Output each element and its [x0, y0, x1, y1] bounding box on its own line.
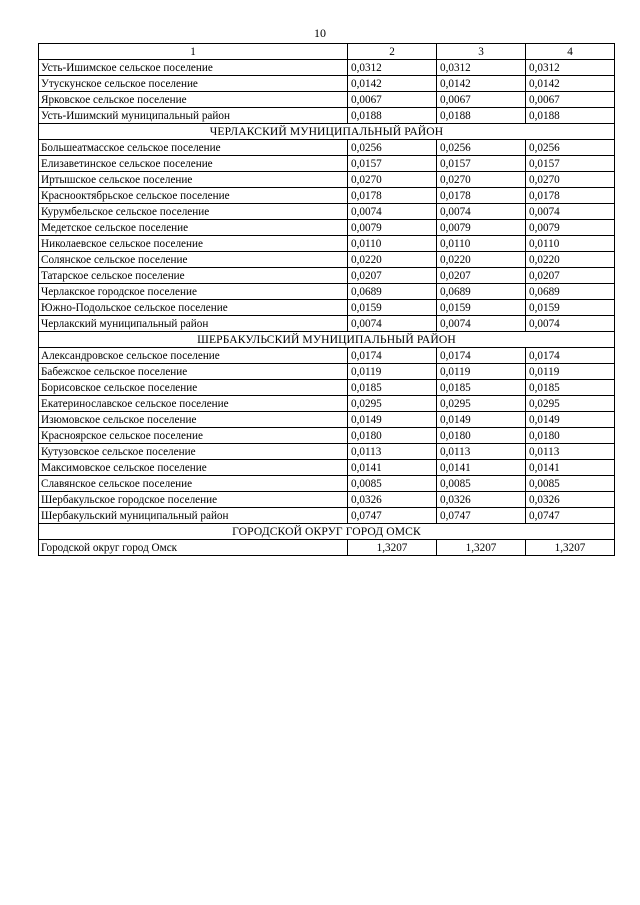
settlement-name: Красноярское сельское поселение [39, 428, 348, 444]
value-col-3: 0,0185 [437, 380, 526, 396]
value-col-2: 0,0207 [348, 268, 437, 284]
value-col-2: 0,0220 [348, 252, 437, 268]
value-col-2: 0,0185 [348, 380, 437, 396]
value-col-2: 0,0174 [348, 348, 437, 364]
value-col-2: 0,0142 [348, 76, 437, 92]
value-col-4: 0,0207 [526, 268, 615, 284]
settlement-name: Ярковское сельское поселение [39, 92, 348, 108]
value-col-2: 0,0110 [348, 236, 437, 252]
table-row [39, 60, 615, 76]
value-col-4: 0,0185 [526, 380, 615, 396]
value-col-3: 0,0207 [437, 268, 526, 284]
table-body [39, 44, 615, 556]
table-row [39, 476, 615, 492]
settlement-name: Кутузовское сельское поселение [39, 444, 348, 460]
table-row [39, 444, 615, 460]
table-row [39, 380, 615, 396]
value-col-4: 0,0079 [526, 220, 615, 236]
value-col-2: 0,0119 [348, 364, 437, 380]
value-col-4: 1,3207 [526, 540, 615, 556]
table-row [39, 236, 615, 252]
value-col-4: 0,0295 [526, 396, 615, 412]
section-header-row [39, 124, 615, 140]
value-col-2: 0,0312 [348, 60, 437, 76]
table-row [39, 428, 615, 444]
value-col-2: 0,0270 [348, 172, 437, 188]
value-col-4: 0,0270 [526, 172, 615, 188]
value-col-3: 0,0178 [437, 188, 526, 204]
settlement-name: Южно-Подольское сельское поселение [39, 300, 348, 316]
table-row [39, 172, 615, 188]
settlement-name: Николаевское сельское поселение [39, 236, 348, 252]
value-col-3: 0,0074 [437, 204, 526, 220]
value-col-2: 0,0256 [348, 140, 437, 156]
value-col-4: 0,0110 [526, 236, 615, 252]
table-row [39, 300, 615, 316]
value-col-3: 0,0113 [437, 444, 526, 460]
settlement-name: Медетское сельское поселение [39, 220, 348, 236]
settlement-name: Александровское сельское поселение [39, 348, 348, 364]
value-col-4: 0,0256 [526, 140, 615, 156]
header-cell-2: 2 [348, 44, 437, 60]
table-row [39, 188, 615, 204]
value-col-2: 0,0178 [348, 188, 437, 204]
settlement-name: Изюмовское сельское поселение [39, 412, 348, 428]
settlement-name: Городской округ город Омск [39, 540, 348, 556]
value-col-3: 0,0085 [437, 476, 526, 492]
value-col-4: 0,0074 [526, 204, 615, 220]
value-col-4: 0,0178 [526, 188, 615, 204]
section-header-row [39, 524, 615, 540]
value-col-3: 0,0180 [437, 428, 526, 444]
value-col-2: 0,0747 [348, 508, 437, 524]
settlement-name: Шербакульский муниципальный район [39, 508, 348, 524]
value-col-2: 1,3207 [348, 540, 437, 556]
settlement-name: Татарское сельское поселение [39, 268, 348, 284]
value-col-2: 0,0689 [348, 284, 437, 300]
value-col-4: 0,0180 [526, 428, 615, 444]
value-col-2: 0,0180 [348, 428, 437, 444]
section-title: ЧЕРЛАКСКИЙ МУНИЦИПАЛЬНЫЙ РАЙОН [39, 124, 615, 140]
section-header-row [39, 332, 615, 348]
value-col-4: 0,0220 [526, 252, 615, 268]
value-col-3: 0,0689 [437, 284, 526, 300]
value-col-3: 0,0159 [437, 300, 526, 316]
value-col-4: 0,0074 [526, 316, 615, 332]
value-col-3: 0,0067 [437, 92, 526, 108]
value-col-4: 0,0174 [526, 348, 615, 364]
table-row [39, 284, 615, 300]
value-col-4: 0,0188 [526, 108, 615, 124]
value-col-4: 0,0119 [526, 364, 615, 380]
value-col-2: 0,0159 [348, 300, 437, 316]
value-col-3: 0,0142 [437, 76, 526, 92]
table-row [39, 76, 615, 92]
settlement-name: Усть-Ишимский муниципальный район [39, 108, 348, 124]
settlement-name: Елизаветинское сельское поселение [39, 156, 348, 172]
settlement-name: Курумбельское сельское поселение [39, 204, 348, 220]
header-cell-3: 3 [437, 44, 526, 60]
settlement-name: Борисовское сельское поселение [39, 380, 348, 396]
table-row [39, 252, 615, 268]
settlement-name: Славянское сельское поселение [39, 476, 348, 492]
value-col-3: 0,0747 [437, 508, 526, 524]
value-col-4: 0,0689 [526, 284, 615, 300]
table-row [39, 508, 615, 524]
value-col-4: 0,0157 [526, 156, 615, 172]
value-col-2: 0,0074 [348, 204, 437, 220]
value-col-3: 0,0149 [437, 412, 526, 428]
settlement-name: Солянское сельское поселение [39, 252, 348, 268]
table-row [39, 92, 615, 108]
value-col-4: 0,0149 [526, 412, 615, 428]
value-col-3: 0,0256 [437, 140, 526, 156]
header-cell-1: 1 [39, 44, 348, 60]
table-row [39, 220, 615, 236]
value-col-3: 0,0326 [437, 492, 526, 508]
value-col-2: 0,0295 [348, 396, 437, 412]
value-col-4: 0,0747 [526, 508, 615, 524]
table-row [39, 412, 615, 428]
value-col-3: 0,0079 [437, 220, 526, 236]
value-col-3: 1,3207 [437, 540, 526, 556]
value-col-2: 0,0188 [348, 108, 437, 124]
settlement-name: Максимовское сельское поселение [39, 460, 348, 476]
table-row [39, 348, 615, 364]
header-cell-4: 4 [526, 44, 615, 60]
value-col-3: 0,0074 [437, 316, 526, 332]
page-number: 10 [314, 26, 326, 40]
section-title: ШЕРБАКУЛЬСКИЙ МУНИЦИПАЛЬНЫЙ РАЙОН [39, 332, 615, 348]
table-row [39, 460, 615, 476]
table-row [39, 364, 615, 380]
table-header-row [39, 44, 615, 60]
settlement-name: Черлакский муниципальный район [39, 316, 348, 332]
settlement-name: Шербакульское городское поселение [39, 492, 348, 508]
settlement-name: Бабежское сельское поселение [39, 364, 348, 380]
value-col-2: 0,0067 [348, 92, 437, 108]
table-row [39, 492, 615, 508]
settlement-name: Екатеринославское сельское поселение [39, 396, 348, 412]
value-col-4: 0,0312 [526, 60, 615, 76]
value-col-3: 0,0157 [437, 156, 526, 172]
value-col-3: 0,0295 [437, 396, 526, 412]
value-col-4: 0,0085 [526, 476, 615, 492]
value-col-2: 0,0085 [348, 476, 437, 492]
value-col-3: 0,0312 [437, 60, 526, 76]
section-title: ГОРОДСКОЙ ОКРУГ ГОРОД ОМСК [39, 524, 615, 540]
value-col-2: 0,0149 [348, 412, 437, 428]
value-col-4: 0,0067 [526, 92, 615, 108]
value-col-3: 0,0141 [437, 460, 526, 476]
table-row [39, 156, 615, 172]
value-col-3: 0,0220 [437, 252, 526, 268]
table-row [39, 268, 615, 284]
table-row [39, 316, 615, 332]
value-col-4: 0,0142 [526, 76, 615, 92]
table-row [39, 540, 615, 556]
value-col-3: 0,0119 [437, 364, 526, 380]
value-col-2: 0,0113 [348, 444, 437, 460]
settlement-name: Большеатмасское сельское поселение [39, 140, 348, 156]
value-col-2: 0,0074 [348, 316, 437, 332]
value-col-3: 0,0110 [437, 236, 526, 252]
settlement-name: Усть-Ишимское сельское поселение [39, 60, 348, 76]
value-col-3: 0,0174 [437, 348, 526, 364]
settlement-name: Черлакское городское поселение [39, 284, 348, 300]
table-row [39, 108, 615, 124]
value-col-4: 0,0159 [526, 300, 615, 316]
value-col-2: 0,0157 [348, 156, 437, 172]
value-col-4: 0,0141 [526, 460, 615, 476]
value-col-2: 0,0141 [348, 460, 437, 476]
coefficients-table [38, 43, 615, 556]
value-col-4: 0,0113 [526, 444, 615, 460]
value-col-2: 0,0326 [348, 492, 437, 508]
settlement-name: Утускунское сельское поселение [39, 76, 348, 92]
value-col-4: 0,0326 [526, 492, 615, 508]
value-col-3: 0,0188 [437, 108, 526, 124]
value-col-3: 0,0270 [437, 172, 526, 188]
table-row [39, 396, 615, 412]
value-col-2: 0,0079 [348, 220, 437, 236]
settlement-name: Иртышское сельское поселение [39, 172, 348, 188]
settlement-name: Краснооктябрьское сельское поселение [39, 188, 348, 204]
table-row [39, 140, 615, 156]
table-row [39, 204, 615, 220]
